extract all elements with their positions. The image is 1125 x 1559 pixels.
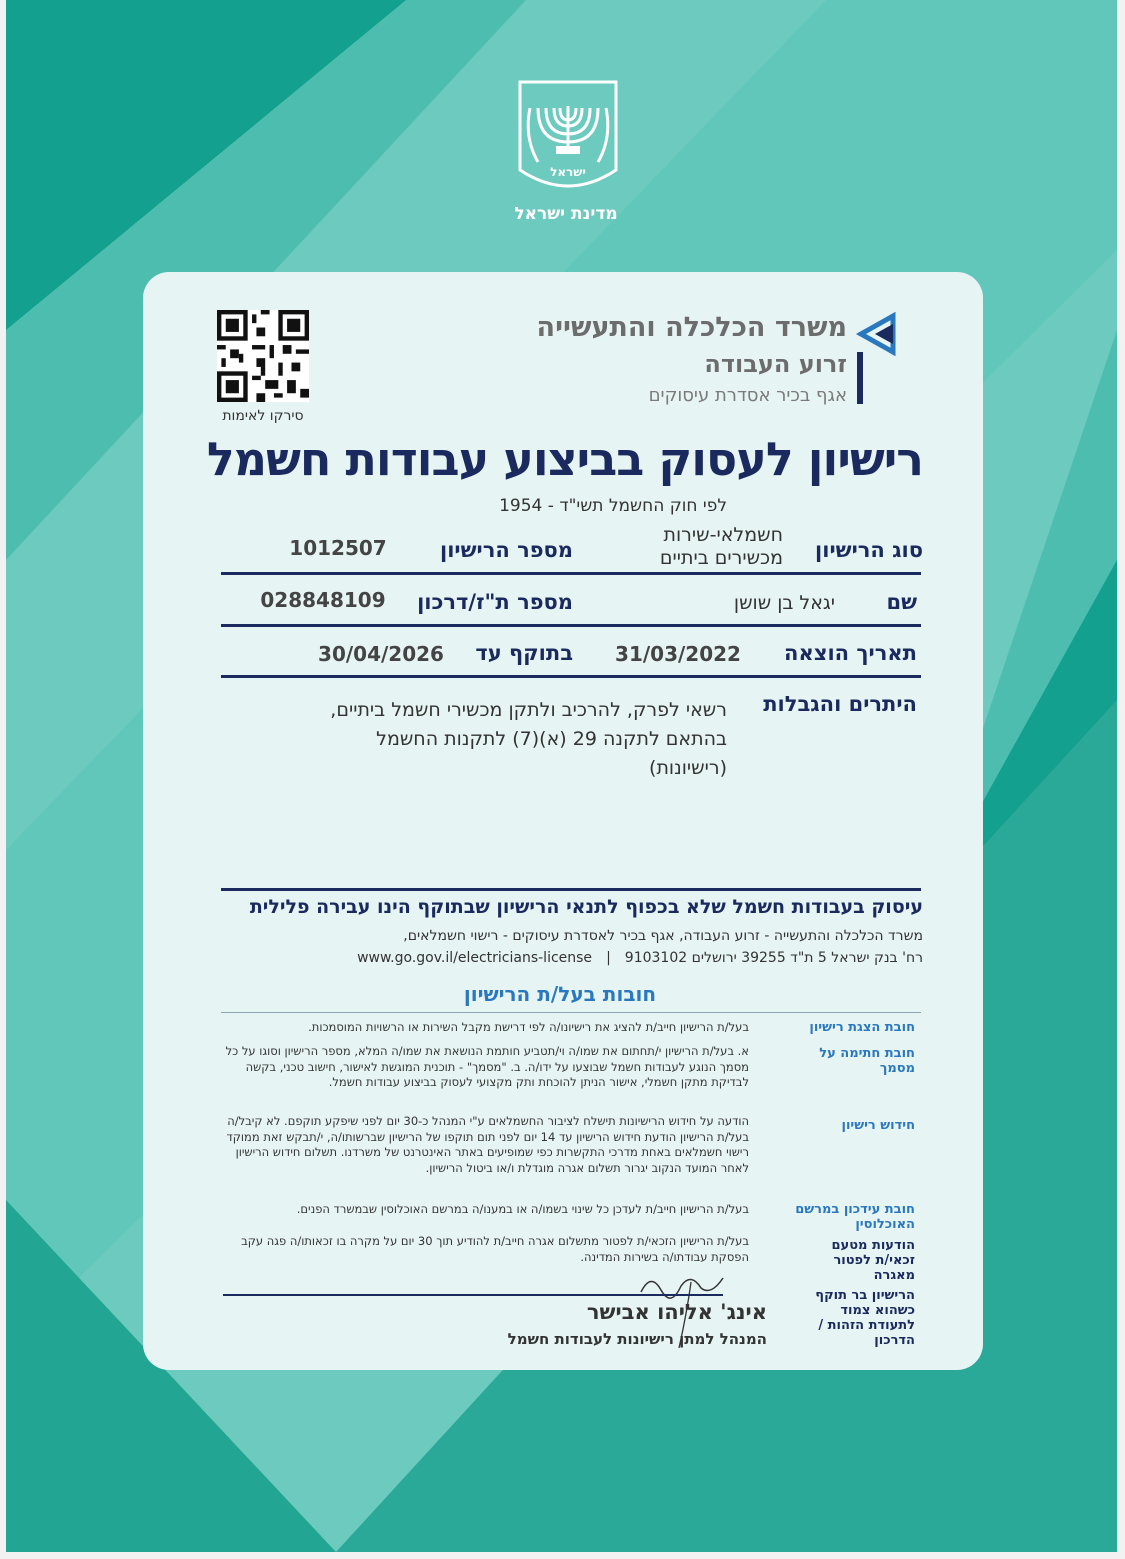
issue-date-value: 31/03/2022 <box>615 642 741 666</box>
ministry-unit: אגף בכיר אסדרת עיסוקים <box>648 385 847 406</box>
obligation-label: חובת חתימה על מסמך <box>819 1046 915 1076</box>
signer-name: אינג' אליהו אבישר <box>586 1300 767 1324</box>
license-number-label: מספר הרישיון <box>439 538 573 562</box>
ministry-department: זרוע העבודה <box>704 350 847 378</box>
obligations-title: חובות בעל/ת הרישיון <box>463 982 657 1006</box>
row-divider <box>221 572 921 575</box>
state-emblem-icon <box>516 78 620 196</box>
license-subtitle: לפי חוק החשמל תשי"ד - 1954 <box>499 496 727 516</box>
ministry-contact-line: משרד הכלכלה והתעשייה - זרוע העבודה, אגף בכיר לאסדרת עיסוקים - רישוי חשמלאים, <box>403 928 923 944</box>
license-number-value: 1012507 <box>289 536 387 560</box>
address-separator: | <box>606 950 611 966</box>
obligation-text: הודעה על חידוש הרישיונות תישלח לציבור החשמלאים ע"י המנהל כ-30 יום לפני שיפקע תוקפם. לא קיבל/ה בעל/ת הרישיון הודעת חידוש הרישיון עד 14 יום לפני תום תוקפו של הרישיון שברשותו/ה, י/תבקש זאת ממוקד רישוי חשמלאים באחת מדרכי התקשרות כפי שמופיעים באתר האינטרנט של משרדנו. תשלום חידוש הרישיון לאחר המועד הנקוב יגרור תשלום אגרה מוגדלת ו/או ביטול הרישיון. <box>226 1114 749 1175</box>
obligation-text: א. בעל/ת הרישיון י/תחתום את שמו/ה וי/תטביע חותמת הנושאת את שמו/ה המלא, מספר הרישיון וסוגו על כל מסמך הנוגע לעבודות חשמל שבוצעו על ידו/ה. ב. "מסמך" - תוכנית המוגשת לאישור, חישוב טכני, בקשה לבדיקת מתקן חשמלי, אישור הניתן להוכחת ותק מקצועי לעסוק בביצוע עבודות חשמל. <box>225 1044 749 1089</box>
issue-date-label: תאריך הוצאה <box>784 641 917 665</box>
license-page <box>6 0 1117 1552</box>
obligation-text: בעל/ת הרישיון חייב/ת להציג את רישיונו/ה לפי דרישת מקבל השירות או הרשויות המוסמכות. <box>308 1020 749 1034</box>
state-name: מדינת ישראל <box>514 204 618 224</box>
license-type-line1: חשמלאי-שירות <box>663 524 783 546</box>
address-text: רח' בנק ישראל 5 ת"ד 39255 ירושלים 9103102 <box>624 950 923 966</box>
row-divider <box>221 624 921 627</box>
warning-text: עיסוק בעבודות חשמל שלא בכפוף לתנאי הרישיון שבתוקף הינו עבירה פלילית <box>249 896 923 918</box>
ministry-name: משרד הכלכלה והתעשייה <box>536 312 847 343</box>
notice-divider <box>221 888 921 891</box>
obligations-divider <box>221 1012 921 1013</box>
row-divider <box>221 675 921 678</box>
permits-label: היתרים והגבלות <box>763 692 917 716</box>
license-title: רישיון לעסוק בביצוע עבודות חשמל <box>206 432 923 486</box>
obligation-text: בעל/ת הרישיון חייב/ת לעדכן כל שינוי בשמו/ה או במענו/ה במרשם האוכלוסין שבמשרד הפנים. <box>296 1202 749 1216</box>
license-type-label: סוג הרישיון <box>815 538 923 562</box>
valid-until-label: בתוקף עד <box>475 641 573 665</box>
id-value: 028848109 <box>260 588 386 612</box>
license-card <box>143 272 983 1370</box>
name-label: שם <box>886 590 917 614</box>
valid-until-value: 30/04/2026 <box>318 642 444 666</box>
permits-value: רשאי לפרק, להרכיב ולתקן מכשירי חשמל ביתיים, בהתאם לתקנה 29 (א)(7) לתקנות החשמל (רישיונות) <box>330 699 727 779</box>
obligation-text: בעל/ת הרישיון הזכאי/ת לפטור מתשלום אגרה חייב/ת להודיע תוך 30 יום על מקרה בו זכאותו/ה פגה עקב הפסקת עבודתו/ה בשירות המדינה. <box>241 1234 749 1264</box>
obligation-label: חובת הצגת רישיון <box>809 1020 915 1035</box>
license-type-value <box>583 524 783 570</box>
license-type-line2: מכשירים ביתיים <box>659 547 783 569</box>
ministry-logo-icon <box>855 312 899 356</box>
qr-code[interactable] <box>217 310 309 402</box>
signature-line <box>223 1294 723 1296</box>
obligation-label: חידוש רישיון <box>841 1118 915 1133</box>
address-line <box>183 950 923 966</box>
obligation-label: הודעות מטעם זכאי/ת לפטור מאגרה <box>831 1238 915 1283</box>
svg-text:ישראל: ישראל <box>550 165 586 179</box>
name-value: יגאל בן שושן <box>733 592 835 614</box>
id-label: מספר ת"ז/דרכון <box>417 590 573 614</box>
obligation-label: חובת עידכון במרשם האוכלוסין <box>795 1202 915 1232</box>
signer-title: המנהל למתן רישיונות לעבודות חשמל <box>507 1330 767 1348</box>
ministry-bar <box>857 352 863 404</box>
qr-label: סירקו לאימות <box>222 408 304 424</box>
obligation-label: הרישיון בר תוקף כשהוא צמוד לתעודת הזהות / הדרכון <box>815 1288 915 1348</box>
website-link[interactable]: www.go.gov.il/electricians-license <box>357 950 593 966</box>
